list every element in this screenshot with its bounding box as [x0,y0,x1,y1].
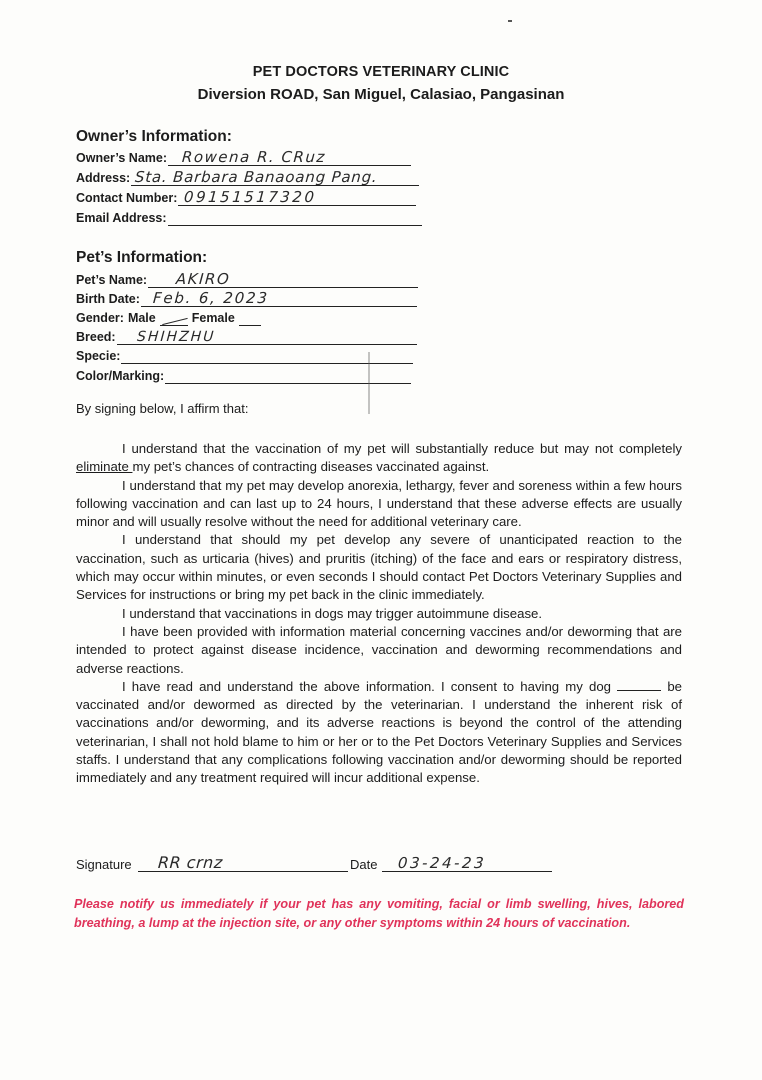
owner-address-row [76,166,419,186]
statement-autoimmune: I understand that vaccinations in dogs may trigger autoimmune disease. [122,605,543,621]
pet-name-row [76,268,418,288]
owner-contact-field[interactable] [178,187,416,206]
owner-contact-value: 09151517320 [183,188,318,206]
pet-birth-row [76,287,417,307]
pet-color-field[interactable] [165,365,411,384]
pet-breed-row [76,325,417,345]
owner-address-label: Address: [76,171,131,185]
statement-information-provided: I have been provided with information material concerning vaccines and/or deworming that are intended to protect against disease incidence, vaccination and deworming recommendations and adverse reactions. [76,623,682,676]
owner-name-row [76,146,411,166]
owner-email-row [76,206,422,226]
dog-name-blank[interactable] [617,678,661,691]
pet-gender-row [76,306,265,326]
pet-birth-value: Feb. 6, 2023 [152,289,270,307]
clinic-name: PET DOCTORS VETERINARY CLINIC [252,64,510,80]
owner-address-value: Sta. Barbara Banaoang Pang. [134,168,379,186]
statement-text: be vaccinated and/or dewormed as directed by the veterinarian. I understand the inherent risk of vaccinations and/or deworming, and its adverse reactions is beyond the control of the attending veterinarian, I shall not hold blame to him or her or to the Pet Doctors Veterinary Supplies and Services staffs. I understand that any complications following vaccination and/or deworming should be reported immediately and any treatment required will incur additional expense. [76,678,682,786]
signature-field[interactable] [138,851,348,872]
consent-statements [76,440,682,788]
notice-text: Please notify us immediately if your pet has any vomiting, facial or limb swelling, hives, labored breathing, a lump at the injection site, or any other symptoms within 24 hours of vaccination. [74,897,684,930]
date-field[interactable] [382,851,552,872]
pet-specie-label: Specie: [76,349,121,363]
statement-text: my pet’s chances of contracting diseases vaccinated against. [132,459,490,475]
date-label: Date [350,857,378,872]
owner-name-field[interactable] [168,147,411,166]
pet-birth-label: Birth Date: [76,292,140,306]
statement-text: I have read and understand the above information. I consent to having my dog [122,678,618,694]
statement-side-effects: I understand that my pet may develop anorexia, lethargy, fever and soreness within a few hours following vaccination and can last up to 24 hours, I understand that these adverse effects are usually minor and will usually resolve without the need for additional veterinary care. [76,477,682,530]
statement-consent [76,678,682,788]
gender-male-label: Male [127,311,156,325]
gender-female-checkbox[interactable] [239,309,261,326]
affirm-intro: By signing below, I affirm that: [76,401,249,416]
pet-name-value: AKIRO [175,270,231,288]
pet-name-label: Pet’s Name: [76,273,148,287]
signature-row [76,850,696,874]
owner-email-field[interactable] [168,207,422,226]
pet-breed-field[interactable] [117,326,417,345]
pet-specie-row [76,344,413,364]
date-value: 03-24-23 [397,854,487,872]
owner-contact-label: Contact Number: [76,191,178,205]
statement-underlined-text: eliminate [76,459,133,475]
pet-birth-field[interactable] [141,288,417,307]
stray-pen-mark [368,352,370,414]
pet-gender-label: Gender: [76,311,124,325]
pet-name-field[interactable] [148,269,418,288]
statement-text: I understand that the vaccination of my pet will substantially reduce but may not completely [122,441,682,456]
check-mark-icon [162,317,188,325]
pet-color-label: Color/Marking: [76,369,165,383]
owner-address-field[interactable] [131,167,419,186]
statement-severe-reaction: I understand that should my pet develop any severe of unanticipated reaction to the vaccination, such as urticaria (hives) and pruritis (itching) of the face and ears or respiratory distress, which may occur within minutes, or even seconds I should contact Pet Doctors Veterinary Supplies and Services for instructions or bring my pet back in the clinic immediately. [76,532,682,603]
owner-name-label: Owner’s Name: [76,151,168,165]
statement-vaccination-efficacy [76,440,682,477]
pet-breed-label: Breed: [76,330,116,344]
clinic-address: Diversion ROAD, San Miguel, Calasiao, Pangasinan [197,86,565,103]
pet-breed-value: SHIHZHU [136,329,216,345]
owner-email-label: Email Address: [76,211,167,225]
stray-dot-mark [508,20,512,22]
owner-info-heading: Owner’s Information: [76,128,232,145]
pet-info-heading: Pet’s Information: [76,249,208,266]
gender-female-label: Female [191,311,235,325]
owner-contact-row [76,186,416,206]
pet-color-row [76,364,411,384]
owner-name-value: Rowena R. CRuz [181,148,327,166]
signature-label: Signature [76,857,132,872]
gender-male-checkbox[interactable] [160,309,188,326]
signature-value: RR crnz [157,853,224,872]
